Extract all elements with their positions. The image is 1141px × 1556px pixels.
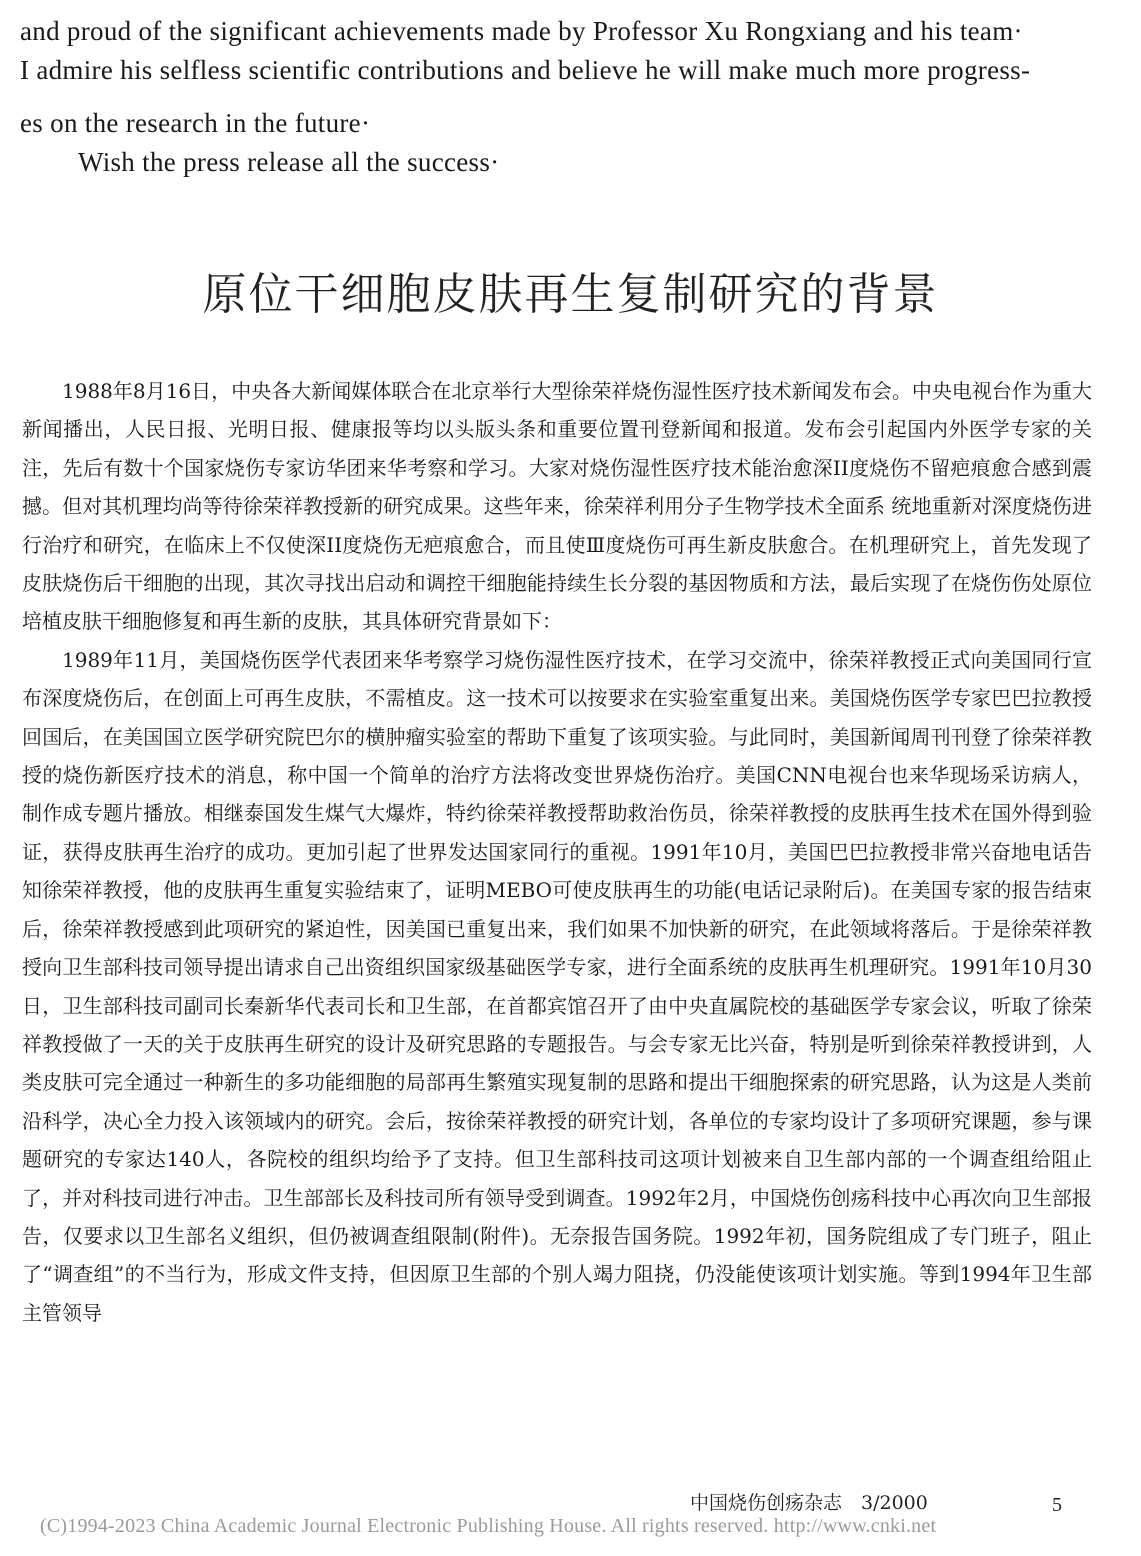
english-text-line: es on the research in the future· <box>20 108 371 138</box>
copyright-watermark: (C)1994-2023 China Academic Journal Electronic Publishing House. All rights reserved. http://www.cnki.net <box>40 1515 937 1537</box>
body-paragraph: 1989年11月，美国烧伤医学代表团来华考察学习烧伤湿性医疗技术，在学习交流中，徐荣祥教授正式向美国同行宣布深度烧伤后，在创面上可再生皮肤，不需植皮。这一技术可以按要求在实验室重复出来。美国烧伤医学专家巴巴拉教授回国后，在美国国立医学研究院巴尔的横肿瘤实验室的帮助下重复了该项实验。与此同时，美国新闻周刊刊登了徐荣祥教授的烧伤新医疗技术的消息，称中国一个简单的治疗方法将改变世界烧伤治疗。美国CNN电视台也来华现场采访病人，制作成专题片播放。相继泰国发生煤气大爆炸，特约徐荣祥教授帮助救治伤员，徐荣祥教授的皮肤再生技术在国外得到验证，获得皮肤再生治疗的成功。更加引起了世界发达国家同行的重视。1991年10月，美国巴巴拉教授非常兴奋地电话告知徐荣祥教授，他的皮肤再生重复实验结束了，证明MEBO可使皮肤再生的功能(电话记录附后)。在美国专家的报告结束后，徐荣祥教授感到此项研究的紧迫性，因美国已重复出来，我们如果不加快新的研究，在此领域将落后。于是徐荣祥教授向卫生部科技司领导提出请求自己出资组织国家级基础医学专家，进行全面系统的皮肤再生机理研究。1991年10月30日，卫生部科技司副司长秦新华代表司长和卫生部，在首都宾馆召开了由中央直属院校的基础医学专家会议，听取了徐荣祥教授做了一天的关于皮肤再生研究的设计及研究思路的专题报告。与会专家无比兴奋，特别是听到徐荣祥教授讲到，人类皮肤可完全通过一种新生的多功能细胞的局部再生繁殖实现复制的思路和提出干细胞探索的研究思路，认为这是人类前沿科学，决心全力投入该领域内的研究。会后，按徐荣祥教授的研究计划，各单位的专家均设计了多项研究课题，参与课题研究的专家达140人，各院校的组织均给予了支持。但卫生部科技司这项计划被来自卫生部内部的一个调查组给阻止了，并对科技司进行冲击。卫生部部长及科技司所有领导受到调查。1992年2月，中国烧伤创疡科技中心再次向卫生部报告，仅要求以卫生部名义组织，但仍被调查组限制(附件)。无奈报告国务院。1992年初，国务院组成了专门班子，阻止了“调查组”的不当行为，形成文件支持，但因原卫生部的个别人竭力阻挠，仍没能使该项计划实施。等到1994年卫生部主管领导 <box>22 647 1092 1325</box>
article-body <box>22 372 1092 1332</box>
article-title: 原位干细胞皮肤再生复制研究的背景 <box>202 269 939 320</box>
page-number: 5 <box>1052 1494 1062 1516</box>
journal-reference: 中国烧伤创疡杂志 3/2000 <box>690 1492 928 1514</box>
english-text-line: I admire his selfless scientific contributions and believe he will make much more progress- <box>20 55 1031 85</box>
english-text-line: and proud of the significant achievements made by Professor Xu Rongxiang and his team· <box>20 16 1023 46</box>
english-closing-line: Wish the press release all the success· <box>78 147 500 177</box>
body-paragraph: 1988年8月16日，中央各大新闻媒体联合在北京举行大型徐荣祥烧伤湿性医疗技术新闻发布会。中央电视台作为重大新闻播出，人民日报、光明日报、健康报等均以头版头条和重要位置刊登新闻和报道。发布会引起国内外医学专家的关注，先后有数十个国家烧伤专家访华团来华考察和学习。大家对烧伤湿性医疗技术能治愈深II度烧伤不留疤痕愈合感到震撼。但对其机理均尚等待徐荣祥教授新的研究成果。这些年来，徐荣祥利用分子生物学技术全面系 统地重新对深度烧伤进行治疗和研究，在临床上不仅使深II度烧伤无疤痕愈合，而且使Ⅲ度烧伤可再生新皮肤愈合。在机理研究上，首先发现了皮肤烧伤后干细胞的出现，其次寻找出启动和调控干细胞能持续生长分裂的基因物质和方法，最后实现了在烧伤伤处原位培植皮肤干细胞修复和再生新的皮肤，其具体研究背景如下： <box>22 379 1092 634</box>
